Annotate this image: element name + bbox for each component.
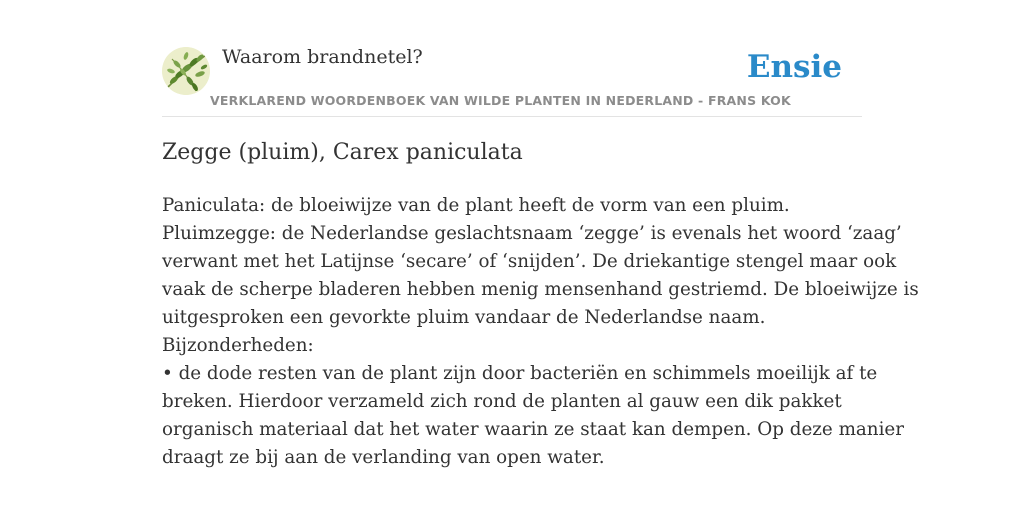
entry-line: organisch materiaal dat het water waarin ze staat kan dempen. Op deze manier <box>162 419 904 440</box>
entry-line: Pluimzegge: de Nederlandse geslachtsnaam ‘zegge’ is evenals het woord ‘zaag’ <box>162 223 902 244</box>
brand-logo[interactable]: Ensie <box>746 49 842 85</box>
entry-line: Bijzonderheden: <box>162 335 314 356</box>
entry-line: draagt ze bij aan de verlanding van open water. <box>162 447 605 468</box>
header <box>162 44 862 117</box>
entry-line: breken. Hierdoor verzameld zich rond de planten al gauw een dik pakket <box>162 391 842 412</box>
entry-line: vaak de scherpe bladeren hebben menig mensenhand gestriemd. De bloeiwijze is <box>162 279 919 300</box>
book-title[interactable]: Waarom brandnetel? <box>222 46 423 68</box>
entry-title: Zegge (pluim), Carex paniculata <box>162 140 523 165</box>
entry-line: • de dode resten van de plant zijn door bacteriën en schimmels moeilijk af te <box>162 363 878 384</box>
entry-line: Paniculata: de bloeiwijze van de plant heeft de vorm van een pluim. <box>162 195 790 216</box>
entry-line: uitgesproken een gevorkte pluim vandaar de Nederlandse naam. <box>162 307 766 328</box>
entry-body <box>162 192 919 472</box>
plant-leaves-icon[interactable] <box>162 47 210 95</box>
entry-line: verwant met het Latijnse ‘secare’ of ‘snijden’. De driekantige stengel maar ook <box>162 251 897 272</box>
book-subtitle[interactable]: VERKLAREND WOORDENBOEK VAN WILDE PLANTEN IN NEDERLAND - FRANS KOK <box>210 93 791 108</box>
